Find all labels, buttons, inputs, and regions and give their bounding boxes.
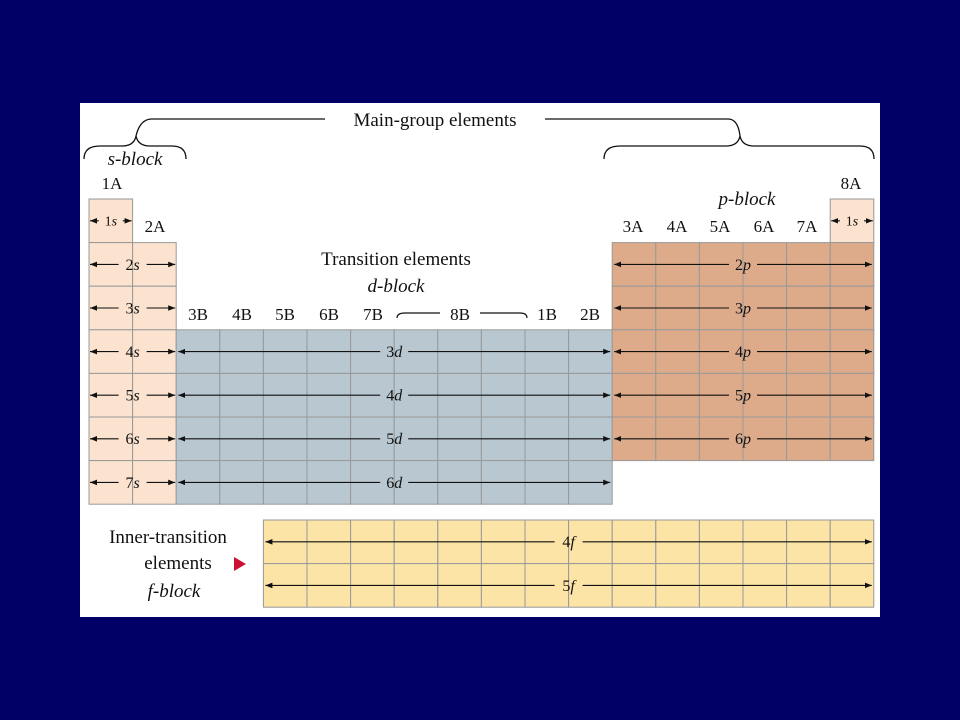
orbital-3s-label: 3s [125, 300, 140, 318]
orbital-4f-label: 4f [562, 534, 575, 552]
group-8A: 8A [840, 174, 862, 193]
elements-label: elements [144, 553, 212, 574]
pointer-arrow-icon [234, 557, 246, 571]
orbital-4p-label: 4p [735, 344, 751, 362]
orbital-6p-label: 6p [735, 431, 751, 449]
group-6A: 6A [753, 217, 775, 236]
diagram-canvas [80, 103, 880, 617]
main-group-label: Main-group elements [353, 110, 517, 131]
group-5A: 5A [709, 217, 731, 236]
orbital-6s-label: 6s [125, 431, 140, 449]
orbital-3d-label: 3d [386, 344, 403, 362]
d-block-label: d-block [367, 276, 425, 297]
group-5B: 5B [275, 305, 295, 324]
group-7A: 7A [796, 217, 818, 236]
group-8B: 8B [450, 305, 470, 324]
periodic-table-diagram [80, 103, 880, 617]
orbital-2p-label: 2p [735, 256, 751, 274]
8B-bracket-left [397, 313, 440, 318]
f-block-label: f-block [147, 581, 201, 602]
group-3A: 3A [622, 217, 644, 236]
orbital-2s-label: 2s [125, 256, 140, 274]
inner-transition-label: Inner-transition [109, 527, 227, 548]
group-4A: 4A [666, 217, 688, 236]
orbital-he-1s-label: 1s [845, 214, 859, 230]
orbital-6d-label: 6d [386, 474, 403, 492]
orbital-5s-label: 5s [125, 387, 140, 405]
orbital-4s-label: 4s [125, 344, 140, 362]
group-6B: 6B [319, 305, 339, 324]
transition-elements-label: Transition elements [321, 249, 471, 270]
8B-bracket-right [480, 313, 527, 318]
orbital-1s-label: 1s [104, 214, 118, 230]
s-block-label: s-block [107, 149, 163, 170]
orbital-7s-label: 7s [125, 474, 140, 492]
orbital-5f-label: 5f [562, 577, 575, 595]
group-2B: 2B [580, 305, 600, 324]
orbital-4d-label: 4d [386, 387, 403, 405]
group-2A: 2A [144, 217, 166, 236]
group-1A: 1A [101, 174, 123, 193]
group-1B: 1B [537, 305, 557, 324]
group-7B: 7B [363, 305, 383, 324]
orbital-5p-label: 5p [735, 387, 751, 405]
orbital-5d-label: 5d [386, 431, 403, 449]
orbital-3p-label: 3p [735, 300, 751, 318]
group-4B: 4B [232, 305, 252, 324]
group-3B: 3B [188, 305, 208, 324]
p-block-label: p-block [718, 189, 776, 210]
